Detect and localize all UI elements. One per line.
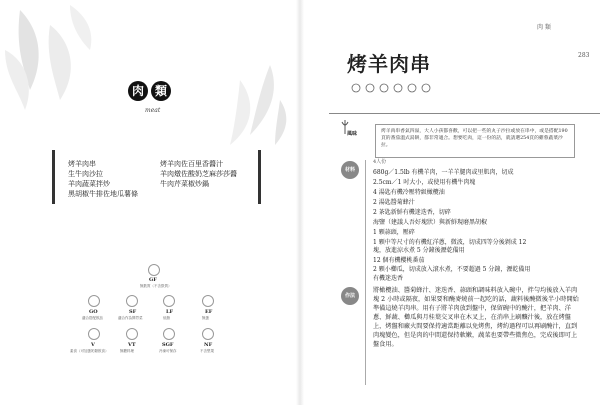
recipe-title: 烤羊肉串 [347, 52, 431, 76]
recipe-item[interactable]: 羊肉燉佐酸奶芝麻莎莎醬 [160, 170, 237, 178]
legend-code: VT [128, 342, 136, 348]
legend-code: EF [205, 309, 213, 315]
legend-caption: 無糖料理 [120, 349, 134, 353]
ingredients-tag: 材料 [341, 161, 359, 179]
recipe-item[interactable]: 生牛肉沙拉 [68, 170, 103, 178]
heading-char-1: 肉 [128, 81, 148, 101]
feature-text: 烤羊肉串香氣四溢，大人小孩都喜歡，可以把一些的丸子沙拉或放在串中，或是搭配190頁的番茄溫式湯餅，都非常適合。想要吃肉，這一份的話，就請選254頁的雞蓉蔬菜沙拉。 [381, 129, 568, 148]
legend-code: GO [89, 309, 98, 315]
legend-caption: 無麩質（不含麩質） [140, 284, 172, 288]
low-fat-icon [163, 295, 175, 307]
recipe-item[interactable]: 烤羊肉串 [68, 160, 96, 168]
legend-caption: 無蛋 [202, 316, 209, 320]
ingredient-line: 1 顆中等尺寸的有機紅洋蔥，微波，切成四等分後剝成 12 [373, 239, 527, 246]
feature-box [375, 124, 575, 158]
floral-decoration-right [170, 60, 295, 150]
ingredient-line: 1 顆蒜頭，壓碎 [373, 229, 415, 236]
ingredient-line: 2.5cm／1 吋大小，或使用有機牛肉塊 [373, 179, 476, 186]
ingredient-line: 12 個有機櫻桃番茄 [373, 257, 425, 264]
legend-code: SF [129, 309, 137, 315]
legend-code: LF [166, 309, 174, 315]
diet-icons-row [350, 82, 435, 94]
legend-caption: 不含堅果 [200, 349, 214, 353]
drink-icon [88, 295, 100, 307]
vegetarian-icon [88, 328, 100, 340]
legend-code: V [91, 342, 95, 348]
legend-code: NF [204, 342, 213, 348]
legend-caption: 適合搭配飲品 [82, 316, 103, 320]
legend-caption: 素食（可加蛋奶類飲食） [70, 349, 109, 353]
floral-decoration-left [0, 0, 110, 120]
legend-caption: 適合作為開胃菜 [118, 316, 143, 320]
ingredient-line: 2 顆小櫛瓜，切成放入滾水煮，不要超過 5 分鐘，瀝乾備用 [373, 266, 531, 273]
ingredient-line: 2 茶匙新鮮有機迷迭香，切碎 [373, 209, 451, 216]
ingredient-line: 海鹽（建議人吾好塊狀）與新鮮現磨黑胡椒 [373, 219, 488, 226]
section-heading [128, 80, 174, 101]
servings: 4人份 [373, 159, 387, 165]
ingredient-line: 680g／1.5lb 有機羊肉，一羊羊腿肉或里肌肉，切成 [373, 169, 514, 176]
legend-code: GF [149, 277, 157, 283]
legend-caption: 冷凍可保存 [159, 349, 177, 353]
ingredient-line: 4 湯匙有機冷壓特級橄欖油 [373, 189, 445, 196]
page-number: 283 [578, 52, 590, 59]
feature-label: 風味 [347, 131, 358, 137]
sugar-free-icon [126, 328, 138, 340]
running-header: 肉 類 [537, 24, 551, 31]
recipe-item[interactable]: 羊肉蔬菜拌炒 [68, 180, 110, 188]
ingredient-line: 2 湯匙醬菊蜂汁 [373, 199, 415, 206]
title-rule [329, 113, 600, 114]
ingredient-line: 有機迷迭香 [373, 275, 404, 282]
section-subtitle: meat [145, 107, 161, 114]
freezer-icon [163, 328, 175, 340]
heading-char-2: 類 [151, 81, 171, 101]
recipe-item[interactable]: 牛肉芹菜椒炒鍋 [160, 180, 209, 188]
book-gutter [296, 0, 304, 405]
legend-code: SGF [162, 342, 174, 348]
ingredient-line: 塊，放進涼水煮 5 分鐘後瀝乾備用 [373, 247, 465, 254]
content-divider [365, 160, 366, 385]
gluten-free-icon [148, 264, 160, 276]
recipe-item[interactable]: 烤羊肉佐百里香醬汁 [160, 160, 223, 168]
recipe-item[interactable]: 黑胡椒牛排佐地瓜薯條 [68, 190, 138, 198]
nut-free-icon [202, 328, 214, 340]
method-tag: 作法 [341, 287, 359, 305]
egg-free-icon [202, 295, 214, 307]
method-text: 將橄欖油、醬菊蜂汁、迷迭香、蒜頭和調味料放入碗中，拌勻均後放入羊肉塊 2 小時或隔夜，如果要和醃麥燒前一起吃的話，蔬料後醃微後半小時開始準備這燒羊肉串。用有子將羊肉放到盤中，保留碗中的醃汁，把羊肉、洋蔥、鮮蔬、櫛瓜與月桂葉交叉串在木叉上，在消串上刷釀汁後，放在烤盤上，烤盤和廠火間要保持適當距離以免烤焦，烤約過程可以再刷醃汁，直到肉塊變色，但是肉的中間還保持軟嫩，蔬菜也要帶些微焦色，完成後即可上盤食用。 [373, 287, 579, 348]
starter-icon [126, 295, 138, 307]
legend-caption: 低脂 [163, 316, 170, 320]
